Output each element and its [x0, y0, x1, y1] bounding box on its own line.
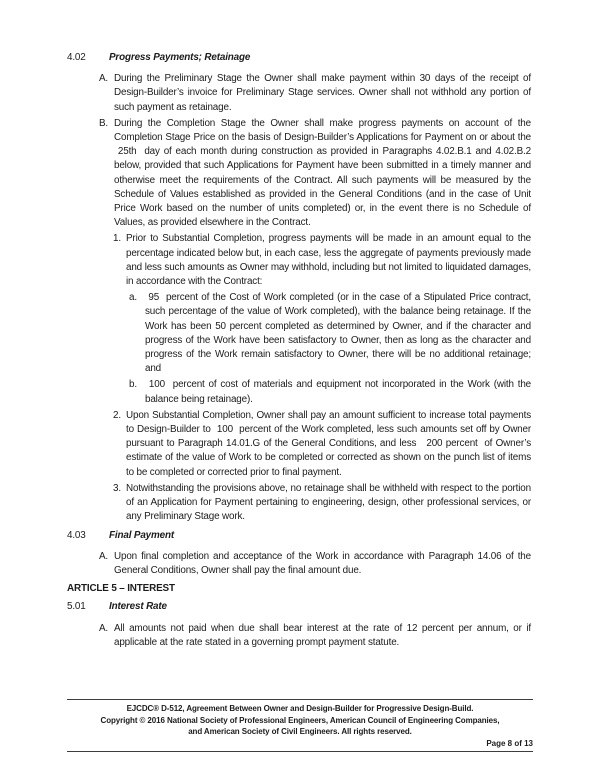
paragraph-text: All amounts not paid when due shall bear interest at the rate of 12 percent per annum, or if applicable at the rate stated in a governing prompt payment statute.: [114, 622, 531, 648]
list-label: A.: [99, 622, 109, 634]
section-number: 4.02: [67, 52, 86, 63]
list-label: A.: [99, 73, 109, 85]
section-title: Progress Payments; Retainage: [109, 52, 251, 63]
paragraph-4-02-B-1-b: [129, 378, 531, 406]
paragraph-text: Notwithstanding the provisions above, no retainage shall be withheld with respect to the portion of an Application for Payment pertaining to engineering, design, other professional services, or any Preliminary Stage work.: [126, 482, 531, 523]
document-body: [67, 0, 531, 650]
paragraph-text: During the Completion Stage the Owner shall make progress payments on account of the Completion Stage Price on the basis of Design-Builder’s Applications for Payment on or about the 25th day of each month during construction as provided in Paragraphs 4.02.B.1 and 4.02.B.2 below, provided that such Applications for Payment have been submitted in a timely manner and otherwise meet the requirements of the Contract. All such payments will be measured by the Schedule of Values established as provided in the General Conditions (and in the case of Unit Price Work based on the number of units completed) or, in the event there is no Schedule of Values, as provided elsewhere in the Contract.: [114, 117, 531, 229]
section-heading-5-01: [67, 600, 531, 614]
paragraph-text: Upon Substantial Completion, Owner shall pay an amount sufficient to increase total payments to Design-Builder to 100 percent of the Work completed, less such amounts set off by Owner pursuant to Paragraph 14.01.G of the General Conditions, and less 200 percent of Owner’s estimate of the value of Work to be completed or corrected as shown on the punch list of items to be completed or corrected prior to final payment.: [126, 409, 531, 478]
list-label: a.: [129, 292, 137, 304]
paragraph-text: Upon final completion and acceptance of the Work in accordance with Paragraph 14.06 of the General Conditions, Owner shall pay the final amount due.: [114, 550, 531, 576]
paragraph-5-01-A: [99, 622, 531, 650]
page-footer: [67, 699, 533, 752]
paragraph-4-02-B-1: [113, 232, 531, 289]
paragraph-4-02-B-3: [113, 482, 531, 525]
paragraph-4-03-A: [99, 550, 531, 578]
footer-document-title: EJCDC® D-512, Agreement Between Owner and Design-Builder for Progressive Design-Build.: [126, 704, 474, 713]
paragraph-4-02-B: [99, 117, 531, 231]
list-label: 3.: [113, 482, 121, 494]
list-label: B.: [99, 117, 109, 129]
paragraph-text: During the Preliminary Stage the Owner shall make payment within 30 days of the receipt of Design-Builder’s invoice for Preliminary Stage services. Owner shall not withhold any portion of such payment as retainage.: [114, 73, 531, 113]
list-label: 2.: [113, 409, 121, 421]
section-title: Final Payment: [109, 529, 175, 541]
footer-copyright-line1: Copyright © 2016 National Society of Professional Engineers, American Council of Engineering Companies,: [100, 715, 500, 725]
paragraph-text: 100 percent of cost of materials and equipment not incorporated in the Work (with the balance being retainage).: [145, 379, 531, 405]
paragraph-4-02-B-2: [113, 409, 531, 480]
section-heading-4-02: [67, 51, 531, 65]
paragraph-4-02-A: [99, 72, 531, 115]
list-label: 1.: [113, 233, 121, 245]
page-number: Page 8 of 13: [486, 738, 533, 748]
section-number: 5.01: [67, 601, 86, 613]
paragraph-4-02-B-1-a: [129, 291, 531, 376]
section-heading-4-03: [67, 529, 531, 543]
list-label: A.: [99, 550, 109, 562]
paragraph-text: Prior to Substantial Completion, progress payments will be made in an amount equal to the percentage indicated below but, in each case, less the aggregate of payments previously made and less such amounts as Owner may withhold, including but not limited to liquidated damages, in accordance with the Contract:: [126, 233, 531, 288]
footer-copyright-line2: and American Society of Civil Engineers. All rights reserved.: [188, 727, 412, 737]
section-number: 4.03: [67, 529, 86, 541]
list-label: b.: [129, 379, 137, 391]
section-title: Interest Rate: [109, 601, 167, 613]
article-5-heading: ARTICLE 5 – INTEREST: [67, 583, 175, 595]
paragraph-text: 95 percent of the Cost of Work completed (or in the case of a Stipulated Price contract, such percentage of the value of Work completed), with the balance being retainage. If the Work has been 50 percent completed as determined by Owner, and if the character and progress of the Work have been satisfactory to Owner, then as long as the character and progress of the Work remain satisfactory to Owner, there will be no additional retainage; and: [145, 292, 531, 375]
